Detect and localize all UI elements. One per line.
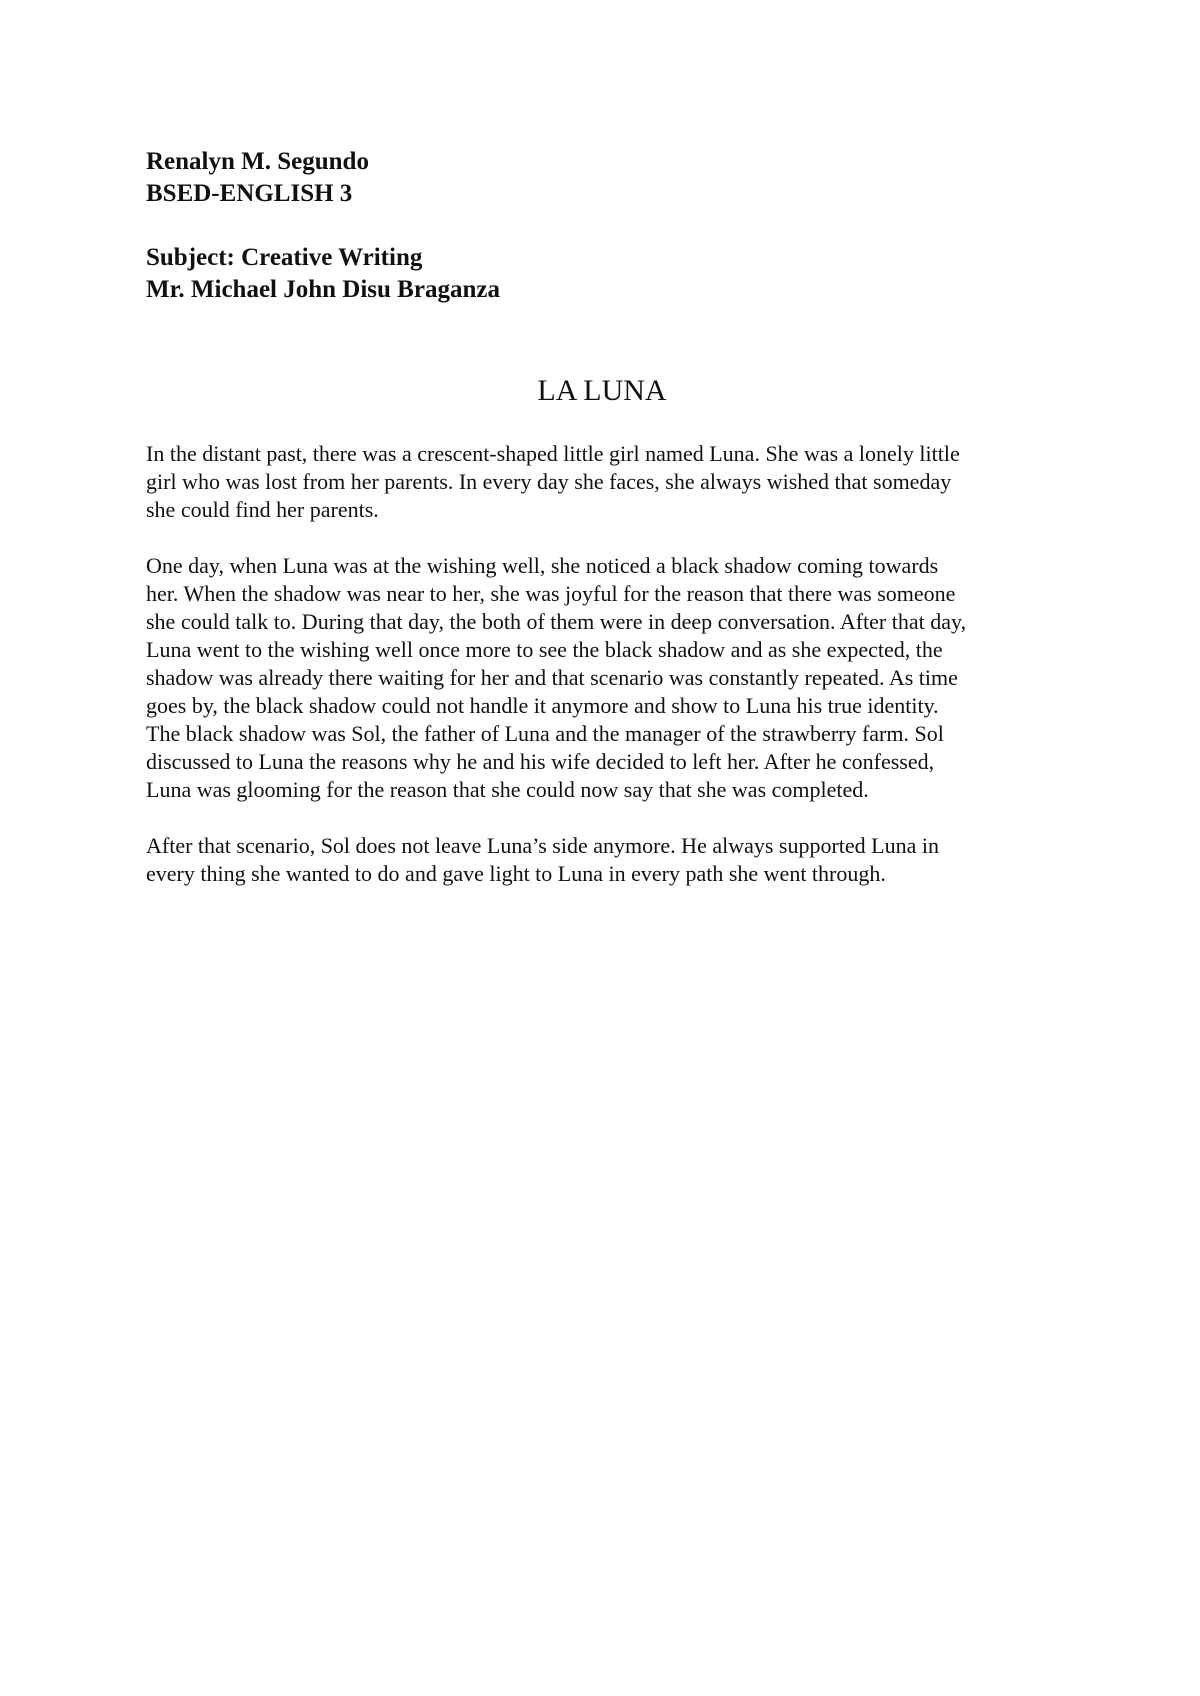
paragraph-line: The black shadow was Sol, the father of Luna and the manager of the strawberry farm. Sol	[146, 721, 944, 746]
paragraph-line: she could talk to. During that day, the both of them were in deep conversation. After that day,	[146, 609, 967, 634]
paragraph-line: girl who was lost from her parents. In every day she faces, she always wished that someday	[146, 469, 952, 494]
instructor-name: Mr. Michael John Disu Braganza	[146, 276, 500, 303]
paragraph-line: Luna went to the wishing well once more to see the black shadow and as she expected, the	[146, 637, 943, 662]
paragraph-line: her. When the shadow was near to her, she was joyful for the reason that there was someone	[146, 581, 956, 606]
story-paragraph-2	[146, 552, 1086, 804]
paragraph-line: Luna was glooming for the reason that she could now say that she was completed.	[146, 777, 869, 802]
story-body	[146, 440, 1086, 916]
author-name: Renalyn M. Segundo	[146, 148, 369, 175]
story-title: LA LUNA	[537, 374, 667, 407]
header-spacer	[146, 210, 1066, 242]
paragraph-line: shadow was already there waiting for her and that scenario was constantly repeated. As time	[146, 665, 958, 690]
paragraph-line: One day, when Luna was at the wishing well, she noticed a black shadow coming towards	[146, 553, 939, 578]
paragraph-line: After that scenario, Sol does not leave Luna’s side anymore. He always supported Luna in	[146, 833, 939, 858]
paragraph-line: discussed to Luna the reasons why he and his wife decided to left her. After he confessed,	[146, 749, 935, 774]
paragraph-line: In the distant past, there was a crescent-shaped little girl named Luna. She was a lonely little	[146, 441, 960, 466]
paragraph-line: every thing she wanted to do and gave light to Luna in every path she went through.	[146, 861, 886, 886]
document-header	[146, 146, 1066, 306]
paragraph-line: goes by, the black shadow could not handle it anymore and show to Luna his true identity.	[146, 693, 939, 718]
course-label: BSED-ENGLISH 3	[146, 180, 353, 207]
story-paragraph-1	[146, 440, 1086, 524]
subject-label: Subject: Creative Writing	[146, 244, 423, 271]
story-paragraph-3	[146, 832, 1086, 888]
paragraph-line: she could find her parents.	[146, 497, 379, 522]
